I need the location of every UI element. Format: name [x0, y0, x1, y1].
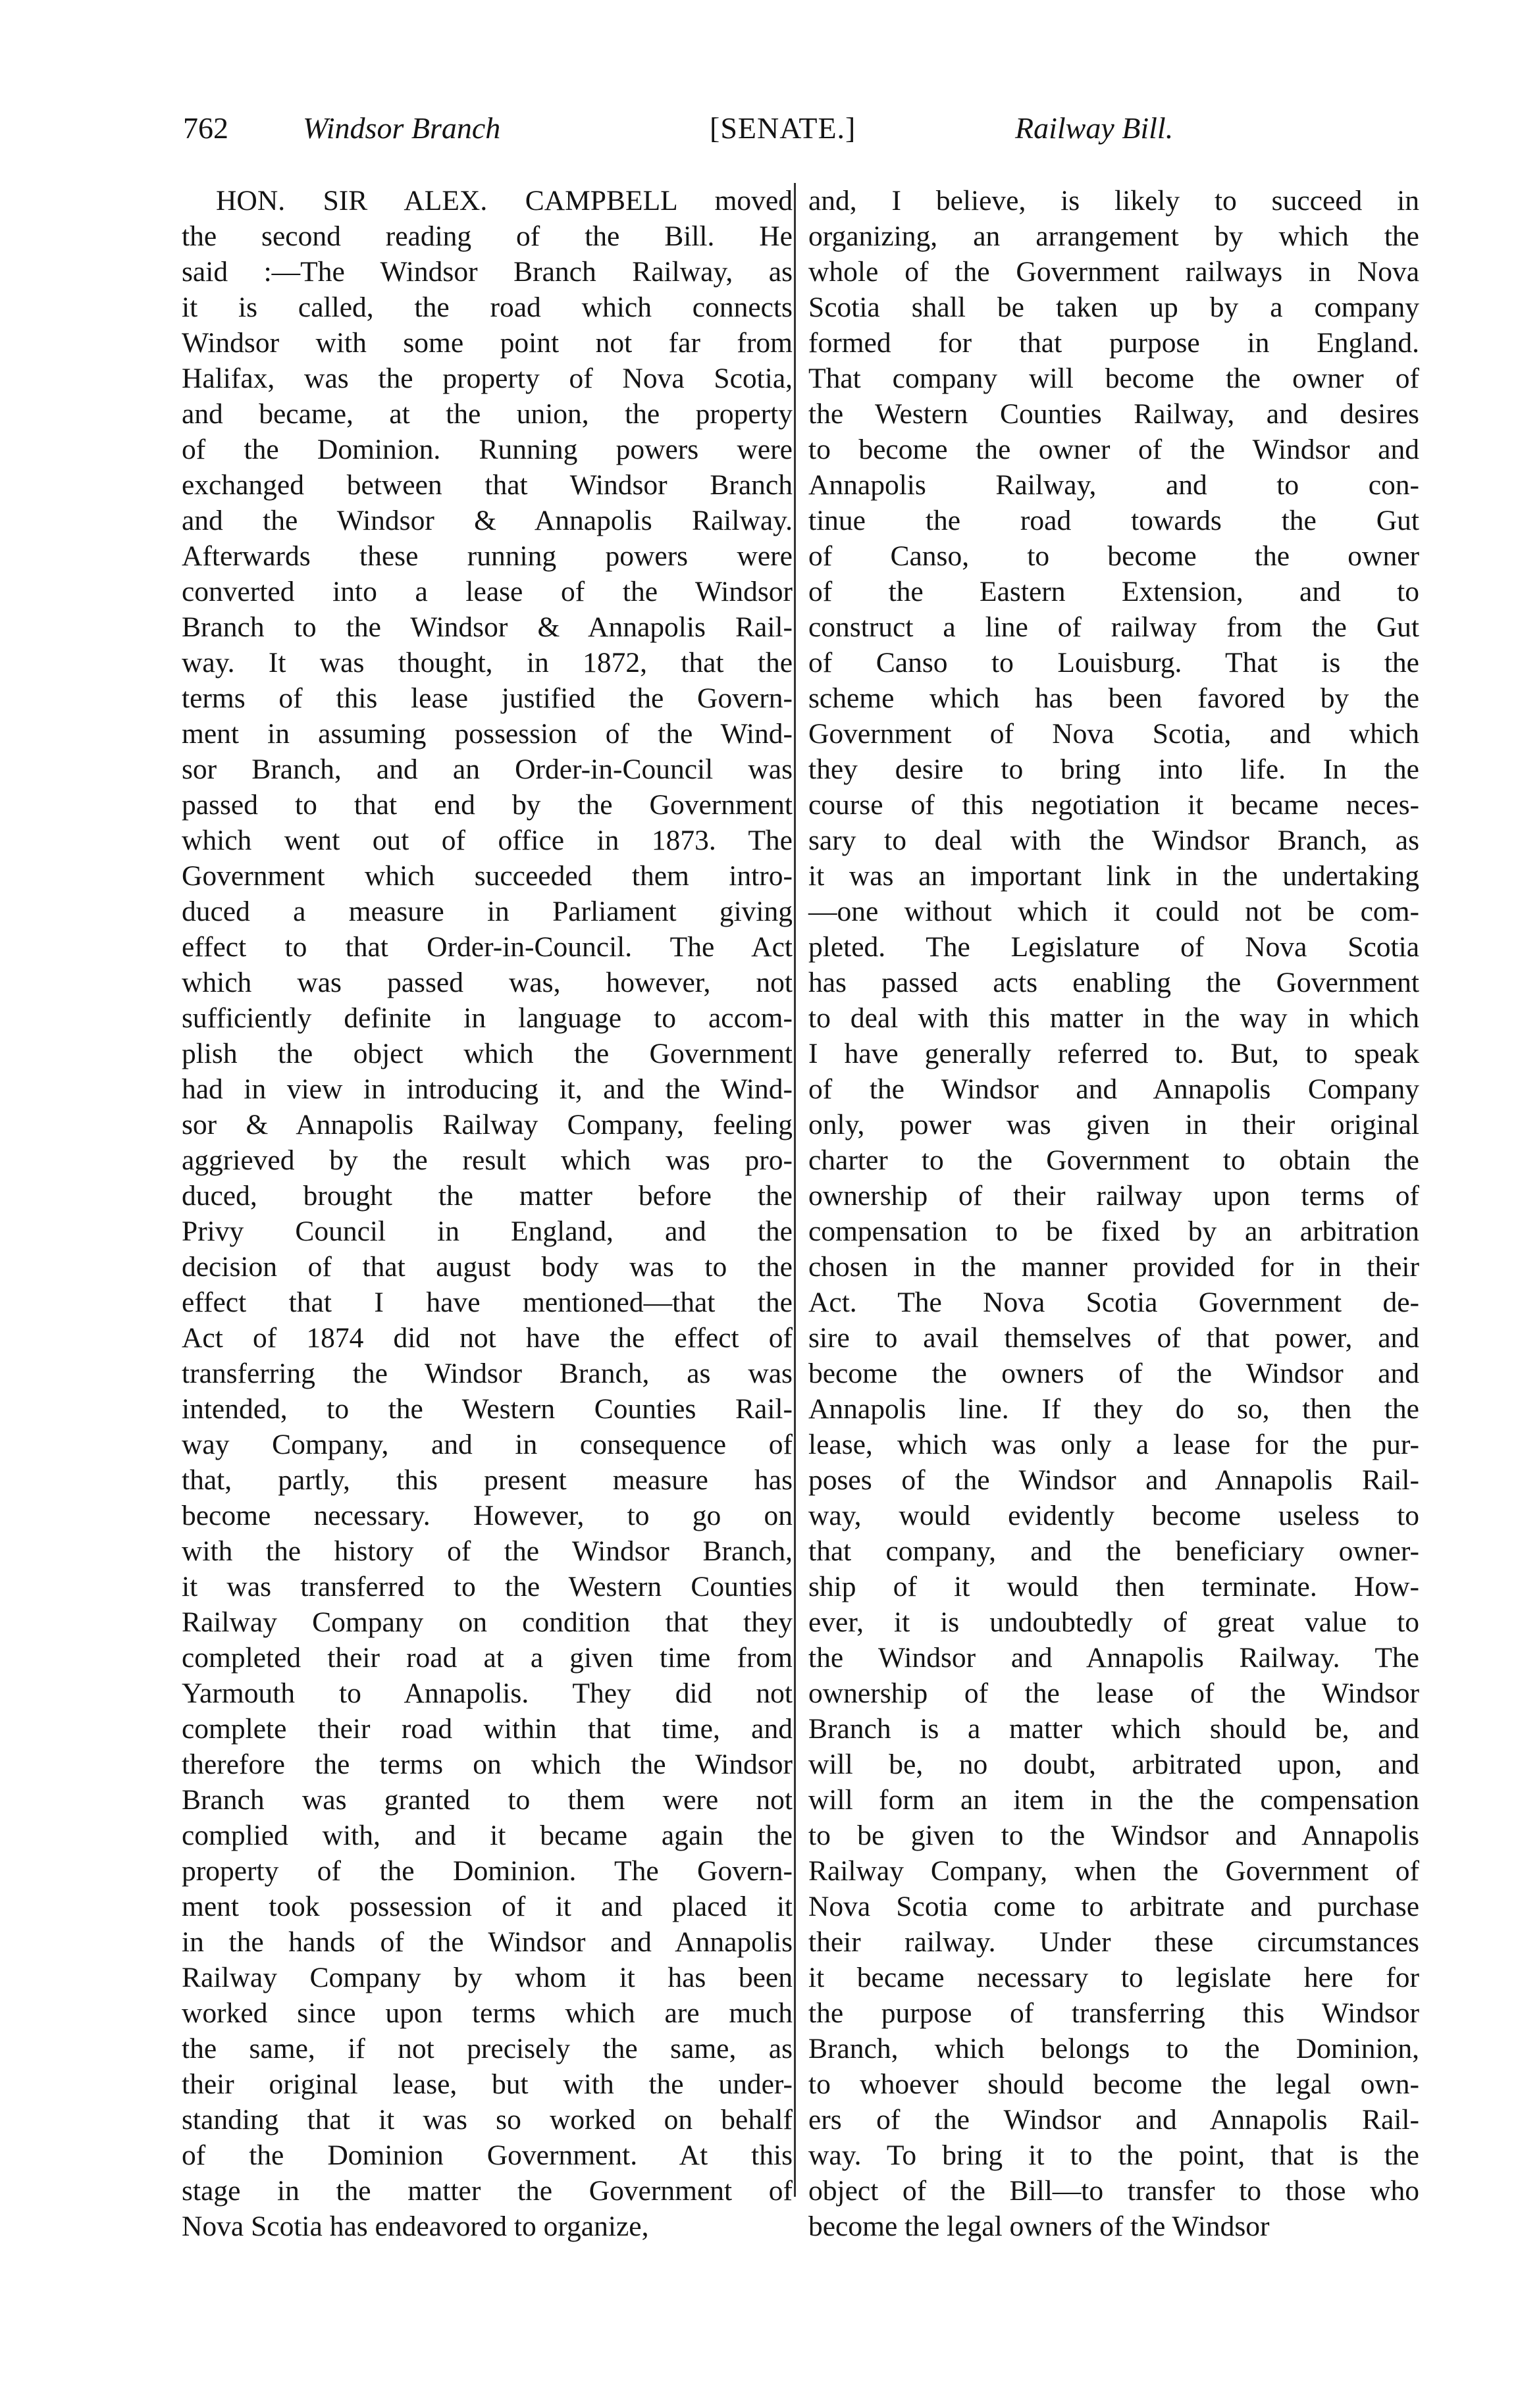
- text-line: become the owners of the Windsor and: [808, 1358, 1419, 1389]
- text-line: in the hands of the Windsor and Annapolis: [182, 1926, 793, 1958]
- text-line: duced, brought the matter before the: [182, 1180, 793, 1212]
- text-line: sor Branch, and an Order-in-Council was: [182, 754, 793, 785]
- text-line: —one without which it could not be com-: [808, 896, 1419, 927]
- text-line: organizing, an arrangement by which the: [808, 220, 1419, 252]
- page-number: 762: [183, 111, 228, 145]
- text-line: way. It was thought, in 1872, that the: [182, 647, 793, 679]
- text-line: the Western Counties Railway, and desires: [808, 398, 1419, 430]
- text-line: that, partly, this present measure has: [182, 1464, 793, 1496]
- text-line: Branch was granted to them were not: [182, 1784, 793, 1816]
- text-line: converted into a lease of the Windsor: [182, 576, 793, 607]
- text-line: which went out of office in 1873. The: [182, 825, 793, 856]
- text-line: will form an item in the the compensation: [808, 1784, 1419, 1816]
- text-line: therefore the terms on which the Windsor: [182, 1749, 793, 1780]
- text-line: will be, no doubt, arbitrated upon, and: [808, 1749, 1419, 1780]
- text-line: completed their road at a given time from: [182, 1642, 793, 1674]
- running-head-right: Railway Bill.: [1015, 111, 1174, 145]
- text-line: Scotia shall be taken up by a company: [808, 292, 1419, 323]
- text-line: whole of the Government railways in Nova: [808, 256, 1419, 288]
- text-line: Act of 1874 did not have the effect of: [182, 1322, 793, 1354]
- right-text-column: [808, 183, 1419, 2244]
- text-line: Nova Scotia has endeavored to organize,: [182, 2211, 649, 2242]
- text-line: compensation to be fixed by an arbitration: [808, 1216, 1419, 1247]
- text-line: their original lease, but with the under-: [182, 2068, 793, 2100]
- text-line: become the legal owners of the Windsor: [808, 2211, 1270, 2242]
- text-line: passed to that end by the Government: [182, 789, 793, 821]
- text-line: of the Windsor and Annapolis Company: [808, 1073, 1419, 1105]
- text-line: aggrieved by the result which was pro-: [182, 1144, 793, 1176]
- text-line: ownership of the lease of the Windsor: [808, 1678, 1419, 1709]
- text-line: formed for that purpose in England.: [808, 327, 1419, 359]
- text-line: and became, at the union, the property: [182, 398, 793, 430]
- text-line: I have generally referred to. But, to speak: [808, 1038, 1419, 1069]
- text-line: stage in the matter the Government of: [182, 2175, 793, 2207]
- text-line: Afterwards these running powers were: [182, 540, 793, 572]
- text-line: of the Dominion. Running powers were: [182, 434, 793, 465]
- text-line: only, power was given in their original: [808, 1109, 1419, 1140]
- text-line: complete their road within that time, and: [182, 1713, 793, 1745]
- text-line: sire to avail themselves of that power, and: [808, 1322, 1419, 1354]
- text-line: effect that I have mentioned—that the: [182, 1287, 793, 1318]
- text-line: to become the owner of the Windsor and: [808, 434, 1419, 465]
- text-line: poses of the Windsor and Annapolis Rail-: [808, 1464, 1419, 1496]
- text-line: Annapolis Railway, and to con-: [808, 469, 1419, 501]
- text-line: plish the object which the Government: [182, 1038, 793, 1069]
- running-head-center: [SENATE.]: [710, 111, 856, 145]
- text-line: the purpose of transferring this Windsor: [808, 1997, 1419, 2029]
- text-line: object of the Bill—to transfer to those who: [808, 2175, 1419, 2207]
- text-line: course of this negotiation it became neces-: [808, 789, 1419, 821]
- text-line: and, I believe, is likely to succeed in: [808, 185, 1419, 217]
- text-line: way Company, and in consequence of: [182, 1429, 793, 1460]
- text-line: sor & Annapolis Railway Company, feeling: [182, 1109, 793, 1140]
- text-line: it was an important link in the undertaking: [808, 860, 1419, 892]
- text-line: the second reading of the Bill. He: [182, 220, 793, 252]
- text-line: which was passed was, however, not: [182, 967, 793, 998]
- text-line: lease, which was only a lease for the pur-: [808, 1429, 1419, 1460]
- text-line: exchanged between that Windsor Branch: [182, 469, 793, 501]
- text-line: Government which succeeded them intro-: [182, 860, 793, 892]
- text-line: Government of Nova Scotia, and which: [808, 718, 1419, 750]
- text-line: intended, to the Western Counties Rail-: [182, 1393, 793, 1425]
- text-line: ever, it is undoubtedly of great value to: [808, 1606, 1419, 1638]
- text-line: decision of that august body was to the: [182, 1251, 793, 1283]
- text-line: has passed acts enabling the Government: [808, 967, 1419, 998]
- text-line: ownership of their railway upon terms of: [808, 1180, 1419, 1212]
- text-line: effect to that Order-in-Council. The Act: [182, 931, 793, 963]
- text-line: with the history of the Windsor Branch,: [182, 1535, 793, 1567]
- text-line: to whoever should become the legal own-: [808, 2068, 1419, 2100]
- text-line: Annapolis line. If they do so, then the: [808, 1393, 1419, 1425]
- text-line: ment in assuming possession of the Wind-: [182, 718, 793, 750]
- text-line: Act. The Nova Scotia Government de-: [808, 1287, 1419, 1318]
- column-divider: [794, 183, 796, 2197]
- left-text-column: [182, 183, 793, 2244]
- text-line: Railway Company on condition that they: [182, 1606, 793, 1638]
- text-line: to be given to the Windsor and Annapolis: [808, 1820, 1419, 1851]
- text-line: standing that it was so worked on behalf: [182, 2104, 793, 2136]
- text-line: ment took possession of it and placed it: [182, 1891, 793, 1922]
- text-line: Railway Company, when the Government of: [808, 1855, 1419, 1887]
- text-line: it is called, the road which connects: [182, 292, 793, 323]
- text-line: sufficiently definite in language to accom-: [182, 1002, 793, 1034]
- text-line: transferring the Windsor Branch, as was: [182, 1358, 793, 1389]
- text-line: duced a measure in Parliament giving: [182, 896, 793, 927]
- text-line: the Windsor and Annapolis Railway. The: [808, 1642, 1419, 1674]
- text-line: said :—The Windsor Branch Railway, as: [182, 256, 793, 288]
- text-line: had in view in introducing it, and the Wind-: [182, 1073, 793, 1105]
- text-line: That company will become the owner of: [808, 363, 1419, 394]
- text-line: of Canso to Louisburg. That is the: [808, 647, 1419, 679]
- text-line: ship of it would then terminate. How-: [808, 1571, 1419, 1602]
- text-line: complied with, and it became again the: [182, 1820, 793, 1851]
- text-line: Windsor with some point not far from: [182, 327, 793, 359]
- text-line: scheme which has been favored by the: [808, 682, 1419, 714]
- page-header: [183, 111, 1289, 163]
- text-line: and the Windsor & Annapolis Railway.: [182, 505, 793, 536]
- text-line: to deal with this matter in the way in which: [808, 1002, 1419, 1034]
- text-line: they desire to bring into life. In the: [808, 754, 1419, 785]
- text-line: ers of the Windsor and Annapolis Rail-: [808, 2104, 1419, 2136]
- text-line: Railway Company by whom it has been: [182, 1962, 793, 1993]
- text-line: of Canso, to become the owner: [808, 540, 1419, 572]
- text-line: it became necessary to legislate here for: [808, 1962, 1419, 1993]
- text-line: chosen in the manner provided for in their: [808, 1251, 1419, 1283]
- text-line: construct a line of railway from the Gut: [808, 611, 1419, 643]
- text-line: sary to deal with the Windsor Branch, as: [808, 825, 1419, 856]
- text-line: HON. SIR ALEX. CAMPBELL moved: [216, 185, 793, 217]
- text-line: Yarmouth to Annapolis. They did not: [182, 1678, 793, 1709]
- text-line: way. To bring it to the point, that is the: [808, 2139, 1419, 2171]
- text-line: the same, if not precisely the same, as: [182, 2033, 793, 2064]
- text-line: become necessary. However, to go on: [182, 1500, 793, 1531]
- text-line: Privy Council in England, and the: [182, 1216, 793, 1247]
- text-line: charter to the Government to obtain the: [808, 1144, 1419, 1176]
- text-line: that company, and the beneficiary owner-: [808, 1535, 1419, 1567]
- text-line: worked since upon terms which are much: [182, 1997, 793, 2029]
- text-line: property of the Dominion. The Govern-: [182, 1855, 793, 1887]
- text-line: Branch is a matter which should be, and: [808, 1713, 1419, 1745]
- text-line: tinue the road towards the Gut: [808, 505, 1419, 536]
- text-line: it was transferred to the Western Counties: [182, 1571, 793, 1602]
- text-line: way, would evidently become useless to: [808, 1500, 1419, 1531]
- text-line: of the Dominion Government. At this: [182, 2139, 793, 2171]
- text-line: Branch, which belongs to the Dominion,: [808, 2033, 1419, 2064]
- text-line: their railway. Under these circumstances: [808, 1926, 1419, 1958]
- text-line: Nova Scotia come to arbitrate and purchase: [808, 1891, 1419, 1922]
- running-head-left: Windsor Branch: [303, 111, 501, 145]
- text-line: pleted. The Legislature of Nova Scotia: [808, 931, 1419, 963]
- text-line: terms of this lease justified the Govern-: [182, 682, 793, 714]
- text-line: Branch to the Windsor & Annapolis Rail-: [182, 611, 793, 643]
- text-line: of the Eastern Extension, and to: [808, 576, 1419, 607]
- text-line: Halifax, was the property of Nova Scotia,: [182, 363, 793, 394]
